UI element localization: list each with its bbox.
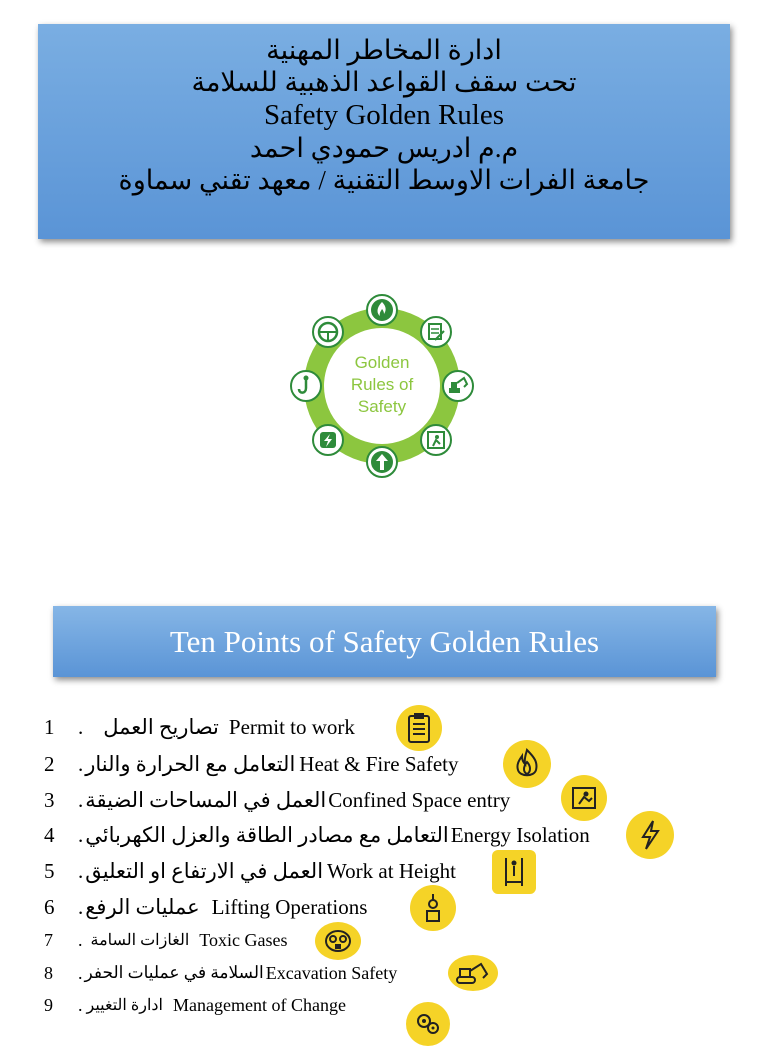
rule-arabic: التعامل مع مصادر الطاقة والعزل الكهربائي: [85, 822, 449, 847]
arrow-up-icon: [367, 447, 397, 477]
excavator-icon: [443, 371, 473, 401]
rule-number: 4: [44, 822, 55, 847]
energy-icon: [313, 425, 343, 455]
rule-english: Work at Height: [327, 858, 456, 883]
permit-icon: [421, 317, 451, 347]
institution-line: جامعة الفرات الاوسط التقنية / معهد تقني سماوة: [118, 165, 650, 195]
title-banner: [38, 24, 730, 239]
rule-english: Toxic Gases: [199, 929, 288, 950]
flame-icon: [367, 295, 397, 325]
section-header: [53, 606, 716, 677]
rule-item-8: 8 . السلامة في عمليات الحفر Excavation Safety: [44, 962, 398, 983]
hook-icon: [410, 885, 456, 931]
rule-arabic: العمل في المساحات الضيقة: [85, 787, 327, 812]
rule-english: Confined Space entry: [328, 787, 511, 812]
rule-arabic: الغازات السامة: [90, 932, 190, 949]
rule-arabic: عمليات الرفع: [85, 894, 200, 919]
rule-english: Management of Change: [172, 994, 346, 1015]
rule-english: Permit to work: [228, 714, 355, 739]
excavator-icon: [448, 955, 498, 991]
rule-english: Lifting Operations: [211, 894, 368, 919]
rule-arabic: ادارة التغيير: [86, 997, 163, 1014]
golden-rules-emblem: [288, 292, 476, 480]
rule-number: 2: [44, 751, 55, 776]
emblem-text-1: Golden: [354, 353, 410, 372]
title-line-3: Safety Golden Rules: [263, 99, 504, 131]
rule-english: Excavation Safety: [265, 962, 398, 983]
rule-arabic: السلامة في عمليات الحفر: [84, 963, 264, 982]
confined-space-icon: [561, 775, 607, 821]
rule-arabic: التعامل مع الحرارة والنار: [85, 751, 296, 776]
rule-number: 7: [44, 929, 53, 950]
gas-mask-icon: [315, 922, 361, 960]
rule-item-5: 5 . العمل في الارتفاع او التعليق Work at Height: [44, 858, 456, 883]
rule-arabic: العمل في الارتفاع او التعليق: [85, 858, 324, 883]
hook-icon: [291, 371, 321, 401]
confined-space-icon: [421, 425, 451, 455]
rule-item-9: 9 . ادارة التغيير Management of Change: [44, 994, 346, 1015]
rule-item-3: 3 . العمل في المساحات الضيقة Confined Space entry: [44, 787, 511, 812]
rule-item-2: 2 . التعامل مع الحرارة والنار Heat & Fire Safety: [44, 751, 459, 776]
rule-english: Heat & Fire Safety: [299, 751, 459, 776]
rule-number: 6: [44, 894, 55, 919]
lightning-icon: [626, 811, 674, 859]
clipboard-icon: [396, 705, 442, 751]
ladder-icon: [492, 850, 536, 894]
rule-number: 5: [44, 858, 55, 883]
rule-english: Energy Isolation: [450, 822, 590, 847]
section-title: Ten Points of Safety Golden Rules: [169, 623, 600, 659]
title-line-1: ادارة المخاطر المهنية: [266, 35, 502, 65]
emblem-text-3: Safety: [357, 397, 407, 416]
rule-number: 8: [44, 962, 53, 983]
flame-icon: [503, 740, 551, 788]
rule-item-7: 7 . الغازات السامة Toxic Gases: [44, 929, 288, 950]
rule-number: 9: [44, 994, 53, 1015]
steering-wheel-icon: [313, 317, 343, 347]
title-line-2: تحت سقف القواعد الذهبية للسلامة: [191, 67, 577, 97]
rule-number: 1: [44, 714, 55, 739]
rule-arabic: تصاريح العمل: [103, 714, 219, 739]
rule-item-4: 4 . التعامل مع مصادر الطاقة والعزل الكهربائي Energy Isolation: [44, 822, 590, 847]
gears-icon: [406, 1002, 450, 1046]
author-line: م.م ادريس حمودي احمد: [249, 133, 519, 163]
rule-number: 3: [44, 787, 55, 812]
rule-item-1: 1 . تصاريح العمل Permit to work: [44, 714, 355, 739]
rule-item-6: 6 . عمليات الرفع Lifting Operations: [44, 894, 368, 919]
emblem-text-2: Rules of: [350, 375, 414, 394]
